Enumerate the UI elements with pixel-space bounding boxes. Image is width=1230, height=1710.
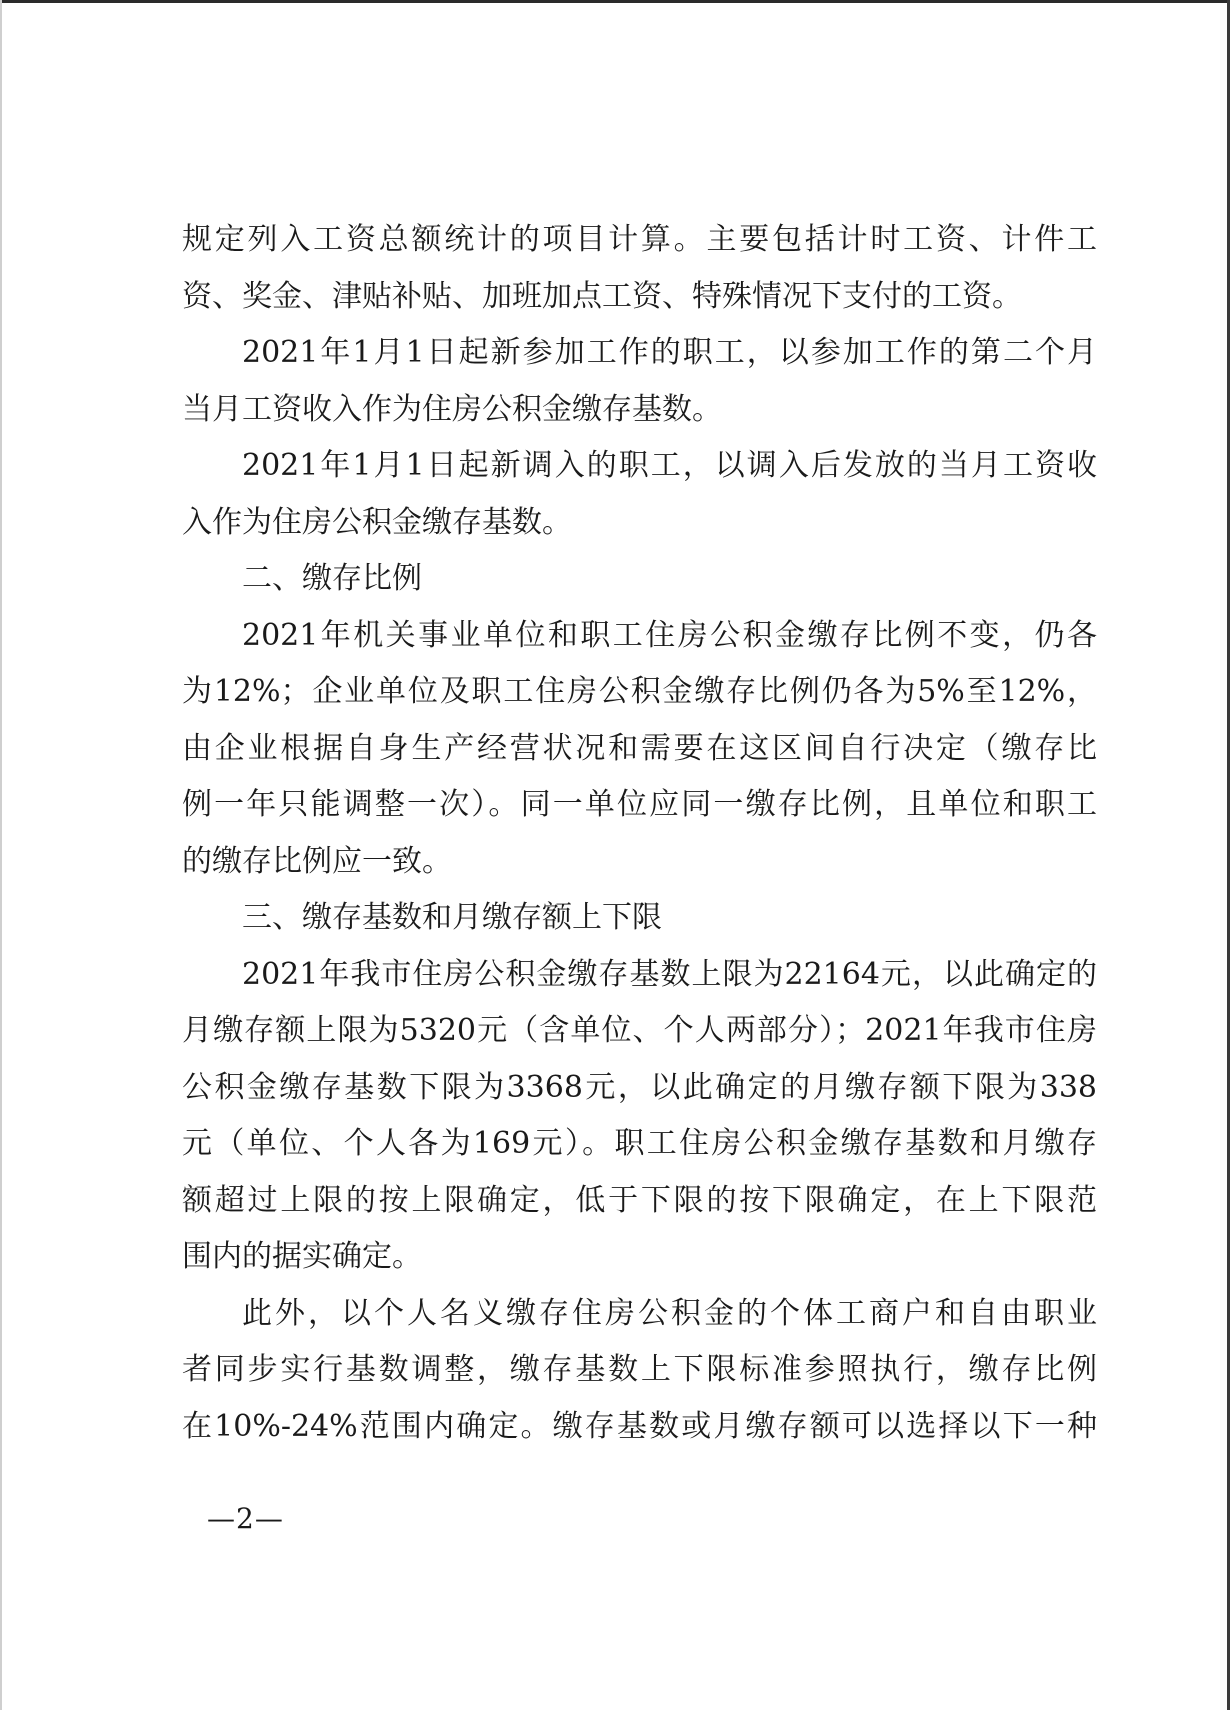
text-line: 由企业根据自身生产经营状况和需要在这区间自行决定（缴存比	[182, 730, 1097, 766]
text-line: 在10%-24%范围内确定。缴存基数或月缴存额可以选择以下一种	[182, 1408, 1097, 1444]
text-line: 当月工资收入作为住房公积金缴存基数。	[182, 391, 722, 427]
text-line: 月缴存额上限为5320元（含单位、个人两部分）；2021年我市住房	[182, 1013, 1097, 1048]
scan-edge-left	[0, 0, 2, 1710]
text-line: 此外，以个人名义缴存住房公积金的个体工商户和自由职业	[242, 1295, 1097, 1331]
text-line: 2021年我市住房公积金缴存基数上限为22164元，以此确定的	[242, 956, 1097, 992]
text-line: 围内的据实确定。	[182, 1239, 422, 1274]
text-line: 的缴存比例应一致。	[182, 843, 452, 879]
text-line: 公积金缴存基数下限为3368元，以此确定的月缴存额下限为338	[182, 1069, 1097, 1105]
text-line: 为12%；企业单位及职工住房公积金缴存比例仍各为5%至12%，	[182, 674, 1097, 709]
text-line: 例一年只能调整一次）。同一单位应同一缴存比例，且单位和职工	[182, 787, 1097, 822]
text-line: 者同步实行基数调整，缴存基数上下限标准参照执行，缴存比例	[182, 1352, 1097, 1387]
text-line: 资、奖金、津贴补贴、加班加点工资、特殊情况下支付的工资。	[182, 278, 1022, 314]
page-number: —2—	[207, 1502, 284, 1535]
section-heading: 三、缴存基数和月缴存额上下限	[242, 900, 662, 935]
text-line: 入作为住房公积金缴存基数。	[182, 504, 572, 540]
text-line: 2021年1月1日起新调入的职工，以调入后发放的当月工资收	[242, 448, 1097, 483]
text-line: 2021年机关事业单位和职工住房公积金缴存比例不变，仍各	[242, 617, 1097, 653]
text-line: 2021年1月1日起新参加工作的职工，以参加工作的第二个月	[242, 335, 1097, 370]
text-line: 额超过上限的按上限确定，低于下限的按下限确定，在上下限范	[182, 1182, 1097, 1218]
scan-edge-top	[0, 0, 1230, 3]
document-body	[182, 212, 1097, 1455]
section-heading: 二、缴存比例	[242, 561, 422, 596]
text-line: 规定列入工资总额统计的项目计算。主要包括计时工资、计件工	[182, 222, 1097, 257]
text-line: 元（单位、个人各为169元）。职工住房公积金缴存基数和月缴存	[182, 1126, 1097, 1161]
